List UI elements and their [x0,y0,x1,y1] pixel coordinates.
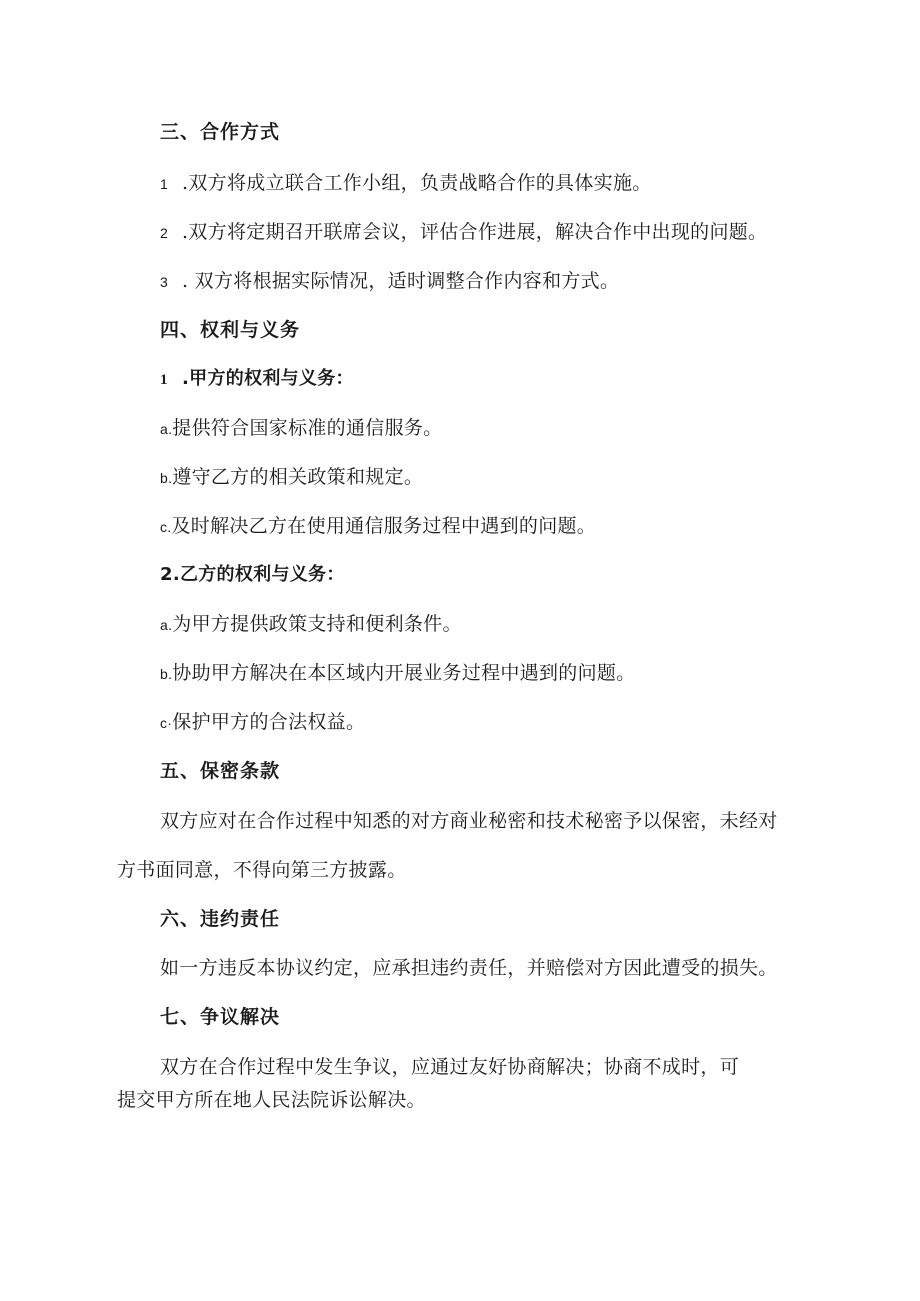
section-6-title: 六、违约责任 [160,908,281,930]
section-3-item-1 [160,170,652,197]
item-text: 为甲方提供政策支持和便利条件。 [172,613,462,635]
party-b-item-b [160,660,635,687]
item-mark: a. [160,617,173,633]
item-number: 3 [160,274,169,290]
item-text: . 双方将根据实际情况，适时调整合作内容和方式。 [182,270,620,292]
section-3-item-2 [160,219,767,246]
section-6-paragraph: 如一方违反本协议约定，应承担违约责任，并赔偿对方因此遭受的损失。 [160,957,778,979]
party-b-item-c [160,709,365,736]
party-a-item-a [160,415,442,442]
party-b-heading: 2.乙方的权利与义务： [160,564,345,585]
item-number: 2 [160,225,169,241]
item-text: 提供符合国家标准的通信服务。 [172,417,443,439]
item-mark: b. [160,666,173,682]
item-text: 遵守乙方的相关政策和规定。 [172,466,424,488]
party-a-title: .甲方的权利与义务： [182,368,354,389]
party-a-heading [160,366,354,393]
item-mark: b. [160,470,173,486]
item-text: 协助甲方解决在本区域内开展业务过程中遇到的问题。 [172,662,636,684]
item-number: 1 [160,176,169,192]
party-a-item-b [160,464,423,491]
section-3-item-3 [160,268,619,295]
section-7-paragraph-line-2: 提交甲方所在地人民法院诉讼解决。 [117,1089,426,1111]
item-text: .双方将成立联合工作小组，负责战略合作的具体实施。 [182,172,652,194]
section-3-title: 三、合作方式 [160,121,281,143]
item-text: 及时解决乙方在使用通信服务过程中遇到的问题。 [171,515,597,537]
item-mark: c· [160,715,173,731]
party-a-number: 1 [160,372,168,388]
section-5-paragraph-line-2: 方书面同意，不得向第三方披露。 [117,859,407,881]
section-5-title: 五、保密条款 [160,760,281,782]
item-text: .双方将定期召开联席会议，评估合作进展，解决合作中出现的问题。 [182,221,768,243]
section-7-title: 七、争议解决 [160,1006,281,1028]
party-b-item-a [160,611,462,638]
section-7-paragraph-line-1: 双方在合作过程中发生争议，应通过友好协商解决；协商不成时，可 [160,1056,740,1078]
party-a-item-c [160,513,596,540]
section-5-paragraph-line-1: 双方应对在合作过程中知悉的对方商业秘密和技术秘密予以保密，未经对 [160,810,778,832]
item-mark: c. [160,519,172,535]
section-4-title: 四、权利与义务 [160,319,301,341]
item-text: 保护甲方的合法权益。 [172,711,366,733]
item-mark: a. [160,421,173,437]
